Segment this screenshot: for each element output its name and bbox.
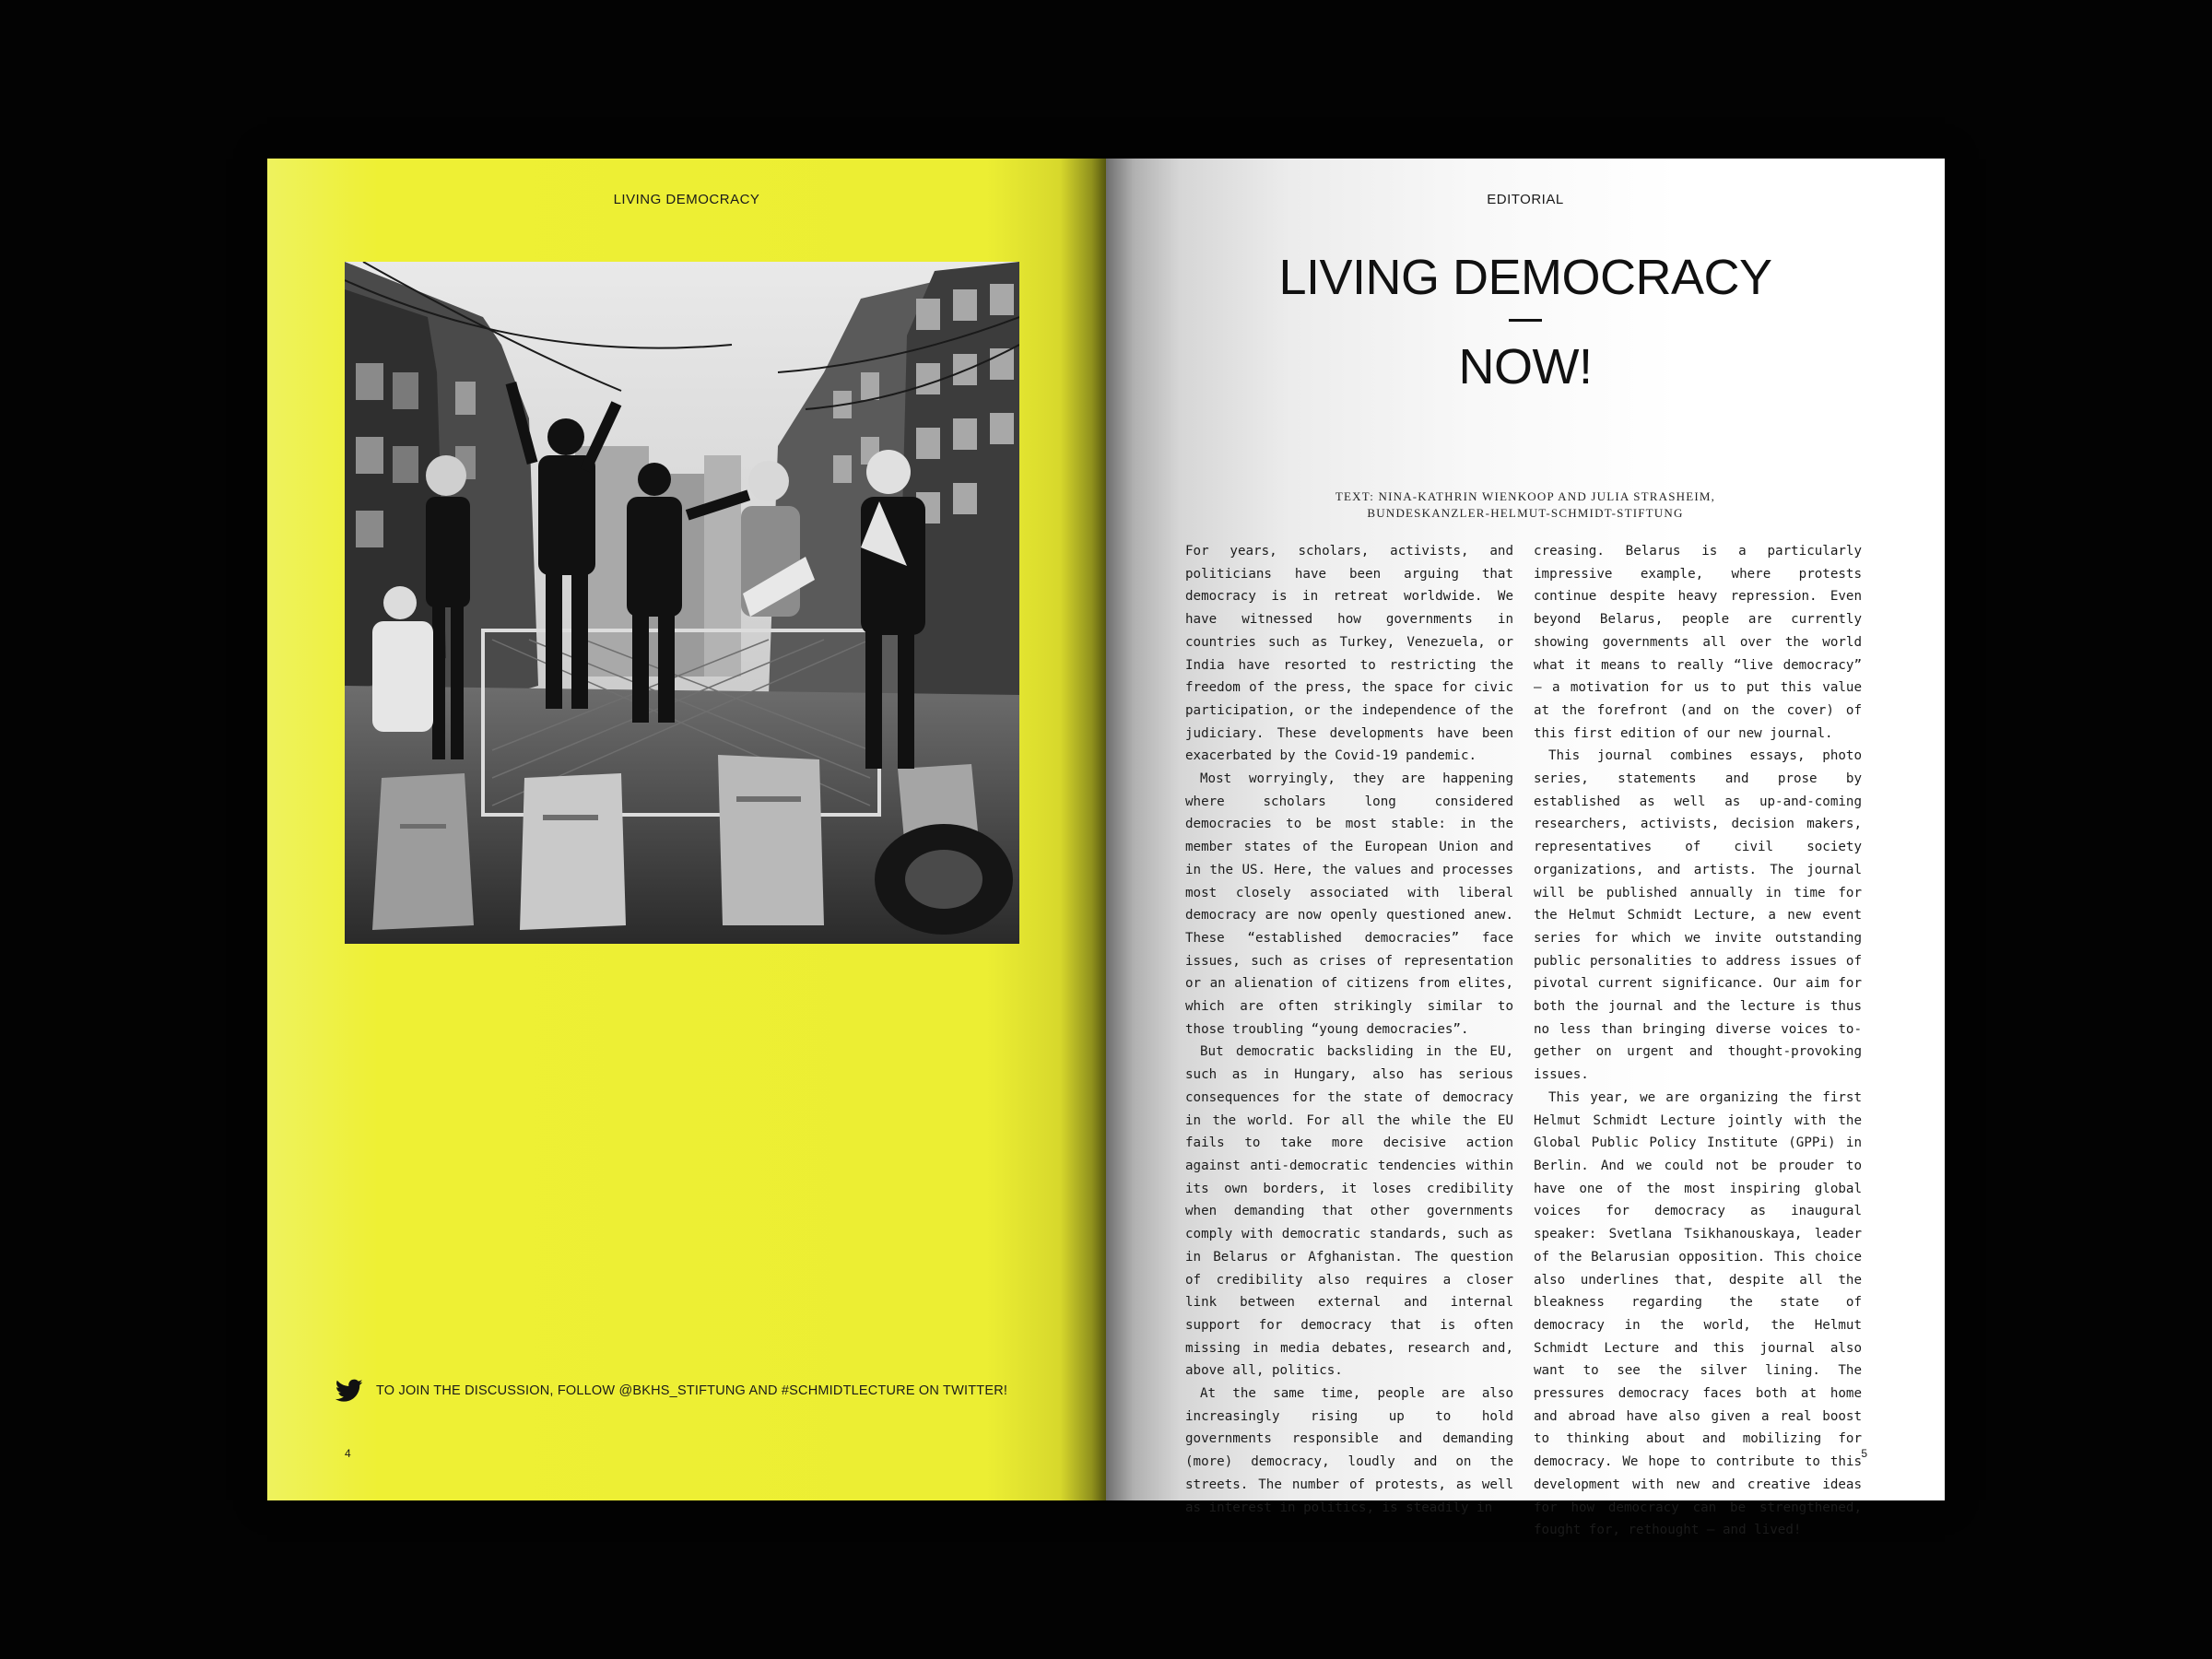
- title-dash: [1509, 319, 1542, 322]
- paragraph: For years, scholars, activists, and politicians have been arguing that democracy is in retreat worldwide. We have witnessed how governments in countries such as Turkey, Venezuela, or India have resorted to restricting the freedom of the press, the space for civic participation, or the independence of the judiciary. These developments have been exacerbated by the Covid-19 pandemic.: [1185, 544, 1513, 764]
- left-page: [267, 159, 1106, 1500]
- left-folio: 4: [345, 1447, 351, 1460]
- protest-photo-illustration: [345, 262, 1019, 944]
- title-line-2: NOW!: [1458, 339, 1593, 394]
- magazine-spread: [267, 159, 1945, 1538]
- text-column-1: [1185, 540, 1513, 1519]
- byline-line-2: BUNDESKANZLER-HELMUT-SCHMIDT-STIFTUNG: [1367, 506, 1684, 520]
- right-running-head: EDITORIAL: [1487, 192, 1564, 207]
- paragraph: Most worryingly, they are happening where scholars long considered democracies to be most stable: in the member states of the European Union and in the US. Here, the values and processes most closely associated with liberal democracy are now openly questioned anew. These “established democracies” face issues, such as crises of representation or an alienation of citizens from elites, which are often strikingly similar to those troubling “young democracies”.: [1185, 771, 1513, 1037]
- protest-photo: [345, 262, 1019, 944]
- left-running-head: LIVING DEMOCRACY: [613, 192, 760, 207]
- byline-line-1: TEXT: NINA-KATHRIN WIENKOOP AND JULIA STRASHEIM,: [1335, 489, 1716, 503]
- paragraph: This journal combines essays, photo series, statements and prose by established as well as up-and-coming researchers, activists, decision makers, representatives of civil society organizations, and artists. The journal will be published annually in time for the Helmut Schmidt Lecture, a new event series for which we invite outstanding public personalities to address issues of pivotal current significance. Our aim for both the journal and the lecture is thus no less than bringing diverse voices together on urgent and thought-provoking issues.: [1534, 748, 1862, 1083]
- paragraph: But democratic backsliding in the EU, such as in Hungary, also has serious consequences for the state of democracy in the world. For all the while the EU fails to take more decisive action against anti-democratic tendencies within its own borders, it loses credibility when demanding that other governments comply with democratic standards, such as in Belarus or Afghanistan. The question of credibility also requires a closer link between external and internal support for democracy that is often missing in media debates, research and, above all, politics.: [1185, 1044, 1513, 1379]
- twitter-note: [335, 1379, 1007, 1403]
- twitter-note-text: TO JOIN THE DISCUSSION, FOLLOW @BKHS_STIFTUNG AND #SCHMIDTLECTURE ON TWITTER!: [376, 1383, 1008, 1398]
- paragraph: creasing. Belarus is a particularly impressive example, where protests continue despite heavy repression. Even beyond Belarus, people are currently showing governments all over the world what it means to really “live democracy” — a motivation for us to put this value at the forefront (and on the cover) of this first edition of our new journal.: [1534, 544, 1862, 741]
- byline: [1106, 488, 1945, 522]
- paragraph: This year, we are organizing the first Helmut Schmidt Lecture jointly with the Global Public Policy Institute (GPPi) in Berlin. And we could not be prouder to have one of the most inspiring global voices for democracy as inaugural speaker: Svetlana Tsikhanouskaya, leader of the Belarusian opposition. This choice also underlines that, despite all the bleakness regarding the state of democracy in the world, the Helmut Schmidt Lecture and this journal also want to see the silver lining. The pressures democracy faces both at home and abroad have also given a real boost to thinking about and mobilizing for democracy. We hope to contribute to this development with new and creative ideas for how democracy can be strengthened, fought for, rethought — and lived!: [1534, 1089, 1862, 1538]
- text-column-2: [1534, 540, 1862, 1542]
- paragraph: At the same time, people are also increasingly rising up to hold governments responsible and demanding (more) democracy, loudly and on the streets. The number of protests, as well as interest in politics, is steadily in: [1185, 1386, 1513, 1515]
- twitter-icon: [335, 1379, 363, 1403]
- right-folio: 5: [1861, 1447, 1867, 1460]
- right-page: [1106, 159, 1945, 1538]
- title-line-1: LIVING DEMOCRACY: [1278, 250, 1772, 305]
- editorial-title: [1106, 249, 1945, 395]
